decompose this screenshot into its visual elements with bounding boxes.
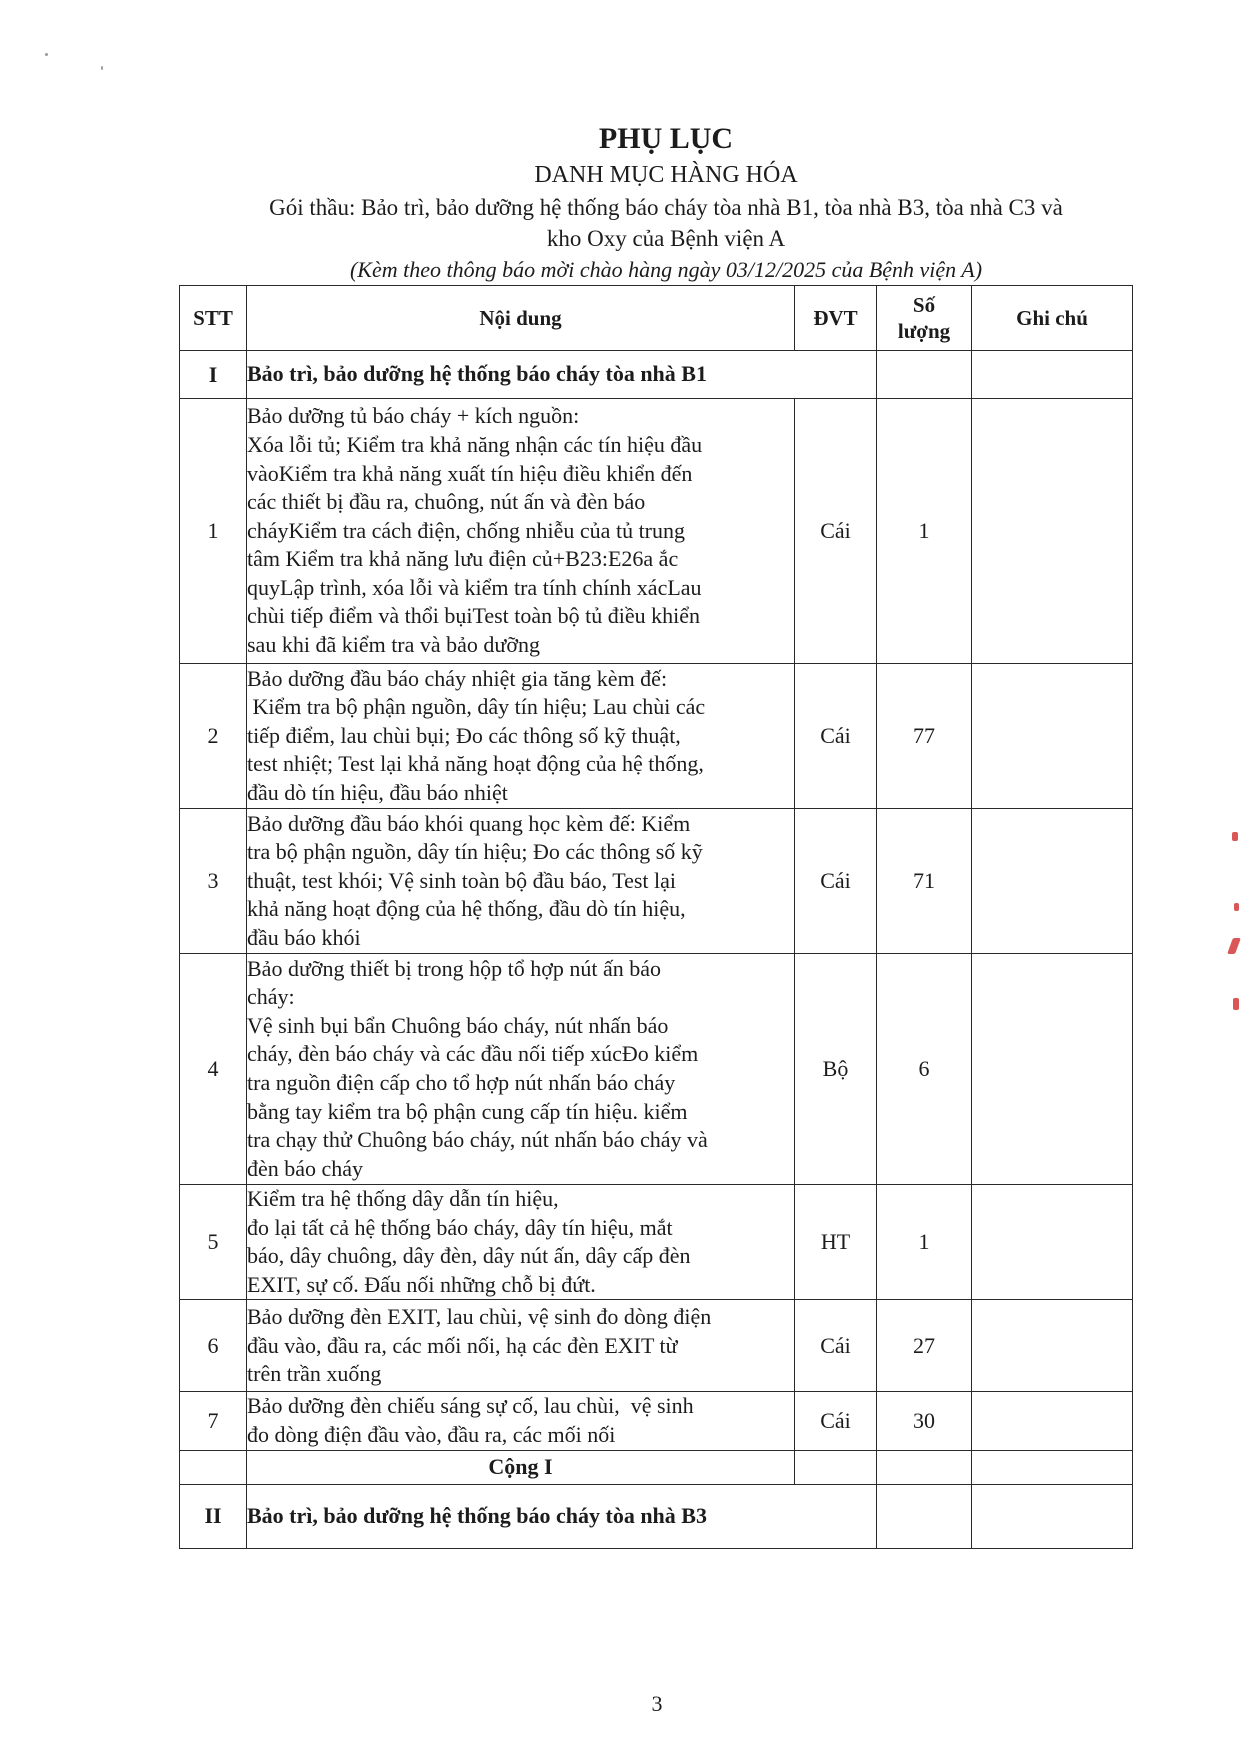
unit-cell: HT <box>795 1185 877 1300</box>
quantity-cell <box>877 1484 972 1548</box>
content-line: Kiểm tra bộ phận nguồn, dây tín hiệu; Lau chùi các <box>247 694 706 720</box>
content-line: Bảo dưỡng đầu báo cháy nhiệt gia tăng kèm đế: <box>247 665 668 691</box>
item-row <box>180 809 1133 954</box>
note-cell <box>972 1484 1133 1548</box>
stt-cell: 6 <box>180 1300 247 1392</box>
content-line: Vệ sinh bụi bẩn Chuông báo cháy, nút nhấn báo <box>247 1012 669 1038</box>
content-cell <box>247 954 795 1185</box>
content-line: Xóa lỗi tủ; Kiểm tra khả năng nhận các tín hiệu đầu <box>247 431 703 457</box>
note-cell <box>972 399 1133 664</box>
content-line: đầu dò tín hiệu, đầu báo nhiệt <box>247 779 508 805</box>
note-cell <box>972 809 1133 954</box>
content-line: Bảo trì, bảo dưỡng hệ thống báo cháy tòa nhà B3 <box>247 1502 707 1528</box>
content-line: quyLập trình, xóa lỗi và kiểm tra tính chính xácLau <box>247 574 702 600</box>
page-subtitle: DANH MỤC HÀNG HÓA <box>534 162 798 188</box>
note-cell <box>972 351 1133 399</box>
stt-cell: 2 <box>180 664 247 809</box>
unit-cell: Cái <box>795 1392 877 1450</box>
stamp-fragment <box>1227 938 1241 954</box>
content-line: Bảo dưỡng đầu báo khói quang học kèm đế: Kiểm <box>247 810 691 836</box>
quantity-cell: 6 <box>877 954 972 1185</box>
quantity-cell <box>877 351 972 399</box>
content-line: đèn báo cháy <box>247 1155 364 1181</box>
content-line: thuật, test khói; Vệ sinh toàn bộ đầu báo, Test lại <box>247 867 677 893</box>
content-line: đo dòng điện đầu vào, đầu ra, các mối nối <box>247 1421 616 1447</box>
goods-catalog-table <box>179 285 1133 1549</box>
content-line: đo lại tất cả hệ thống báo cháy, dây tín hiệu, mắt <box>247 1214 673 1240</box>
item-row <box>180 1185 1133 1300</box>
page-number: 3 <box>651 1691 663 1716</box>
content-line: vàoKiểm tra khả năng xuất tín hiệu điều khiển đến <box>247 460 693 486</box>
scan-speck <box>101 66 103 70</box>
attachment-note: (Kèm theo thông báo mời chào hàng ngày 03/12/2025 của Bệnh viện A) <box>349 257 983 282</box>
content-line: Bảo dưỡng đèn chiếu sáng sự cố, lau chùi, vệ sinh <box>247 1393 694 1419</box>
content-line: đầu báo khói <box>247 924 361 950</box>
column-header-quantity-line: lượng <box>897 319 951 343</box>
note-cell <box>972 954 1133 1185</box>
content-cell <box>247 809 795 954</box>
content-line: Bảo trì, bảo dưỡng hệ thống báo cháy tòa nhà B1 <box>247 361 707 387</box>
stt-cell: I <box>180 351 247 399</box>
stt-cell: II <box>180 1484 247 1548</box>
content-line: Bảo dưỡng thiết bị trong hộp tổ hợp nút ấn báo <box>247 955 662 981</box>
table-body <box>180 351 1133 1549</box>
quantity-cell: 27 <box>877 1300 972 1392</box>
content-cell <box>247 1185 795 1300</box>
content-cell <box>247 1300 795 1392</box>
column-header-stt: STT <box>180 286 247 351</box>
subtotal-row <box>180 1450 1133 1484</box>
unit-cell: Cái <box>795 809 877 954</box>
stamp-fragment <box>1234 903 1239 911</box>
content-line: tiếp điểm, lau chùi bụi; Đo các thông số kỹ thuật, <box>247 722 681 748</box>
item-row <box>180 1300 1133 1392</box>
unit-cell: Cái <box>795 664 877 809</box>
content-line: Kiểm tra hệ thống dây dẫn tín hiệu, <box>247 1186 559 1211</box>
content-line: Bảo dưỡng tủ báo cháy + kích nguồn: <box>247 403 580 429</box>
section-row <box>180 1484 1133 1548</box>
content-cell <box>247 399 795 664</box>
unit-cell: Bộ <box>795 954 877 1185</box>
quantity-cell: 71 <box>877 809 972 954</box>
content-line: test nhiệt; Test lại khả năng hoạt động của hệ thống, <box>247 751 704 777</box>
content-line: EXIT, sự cố. Đấu nối những chỗ bị đứt. <box>247 1271 596 1297</box>
item-row <box>180 954 1133 1185</box>
quantity-cell: 1 <box>877 399 972 664</box>
note-cell <box>972 1185 1133 1300</box>
unit-cell: Cái <box>795 1300 877 1392</box>
content-line: tâm Kiểm tra khả năng lưu điện củ+B23:E26a ắc <box>247 546 679 572</box>
stt-cell: 3 <box>180 809 247 954</box>
quantity-cell: 77 <box>877 664 972 809</box>
stt-cell: 5 <box>180 1185 247 1300</box>
scan-speck <box>45 53 48 56</box>
stt-cell: 4 <box>180 954 247 1185</box>
table-header <box>180 286 1133 351</box>
page-title: PHỤ LỤC <box>598 122 734 155</box>
content-cell <box>247 664 795 809</box>
item-row <box>180 664 1133 809</box>
column-header-quantity <box>877 286 972 351</box>
content-line: khả năng hoạt động của hệ thống, đầu dò tín hiệu, <box>247 896 686 922</box>
content-line: sau khi đã kiểm tra và bảo dưỡng <box>247 632 540 658</box>
content-line: đầu vào, đầu ra, các mối nối, hạ các đèn EXIT từ <box>247 1332 678 1358</box>
content-line: báo, dây chuông, dây đèn, dây nút ấn, dây cấp đèn <box>247 1243 691 1269</box>
tender-line: kho Oxy của Bệnh viện A <box>546 226 786 251</box>
stt-cell <box>180 1450 247 1484</box>
content-line: bằng tay kiểm tra bộ phận cung cấp tín hiệu. kiểm <box>247 1098 688 1124</box>
quantity-cell: 1 <box>877 1185 972 1300</box>
column-header-quantity-line: Số <box>912 293 936 317</box>
note-cell <box>972 664 1133 809</box>
stamp-fragment <box>1233 998 1239 1010</box>
item-row <box>180 1392 1133 1450</box>
content-line: cháyKiểm tra cách điện, chống nhiễu của tủ trung <box>247 517 686 543</box>
content-line: Bảo dưỡng đèn EXIT, lau chùi, vệ sinh đo dòng điện <box>247 1303 712 1329</box>
content-line: cháy, đèn báo cháy và các đầu nối tiếp xúcĐo kiểm <box>247 1041 699 1067</box>
content-cell <box>247 1484 877 1548</box>
document-heading <box>186 120 1146 286</box>
content-line: chùi tiếp điểm và thổi bụiTest toàn bộ tủ điều khiển <box>247 603 701 629</box>
content-line: các thiết bị đầu ra, chuông, nút ấn và đèn báo <box>247 489 646 515</box>
unit-cell: Cái <box>795 399 877 664</box>
column-header-note: Ghi chú <box>972 286 1133 351</box>
content-line: Cộng I <box>488 1453 553 1479</box>
stamp-fragment <box>1232 832 1238 841</box>
content-line: tra chạy thử Chuông báo cháy, nút nhấn báo cháy và <box>247 1127 708 1153</box>
unit-cell <box>795 1450 877 1484</box>
quantity-cell <box>877 1450 972 1484</box>
content-line: trên trần xuống <box>247 1361 382 1387</box>
content-line: cháy: <box>247 984 295 1010</box>
tender-line: Gói thầu: Bảo trì, bảo dưỡng hệ thống báo cháy tòa nhà B1, tòa nhà B3, tòa nhà C3 và <box>269 195 1063 220</box>
item-row <box>180 399 1133 664</box>
note-cell <box>972 1300 1133 1392</box>
note-cell <box>972 1450 1133 1484</box>
note-cell <box>972 1392 1133 1450</box>
header-row <box>180 286 1133 351</box>
content-cell <box>247 1450 795 1484</box>
content-cell <box>247 351 877 399</box>
content-line: tra bộ phận nguồn, dây tín hiệu; Đo các thông số kỹ <box>247 839 703 865</box>
section-row <box>180 351 1133 399</box>
column-header-unit: ĐVT <box>795 286 877 351</box>
stt-cell: 1 <box>180 399 247 664</box>
column-header-content: Nội dung <box>247 286 795 351</box>
content-cell <box>247 1392 795 1450</box>
content-line: tra nguồn điện cấp cho tổ hợp nút nhấn báo cháy <box>247 1070 676 1095</box>
quantity-cell: 30 <box>877 1392 972 1450</box>
stt-cell: 7 <box>180 1392 247 1450</box>
